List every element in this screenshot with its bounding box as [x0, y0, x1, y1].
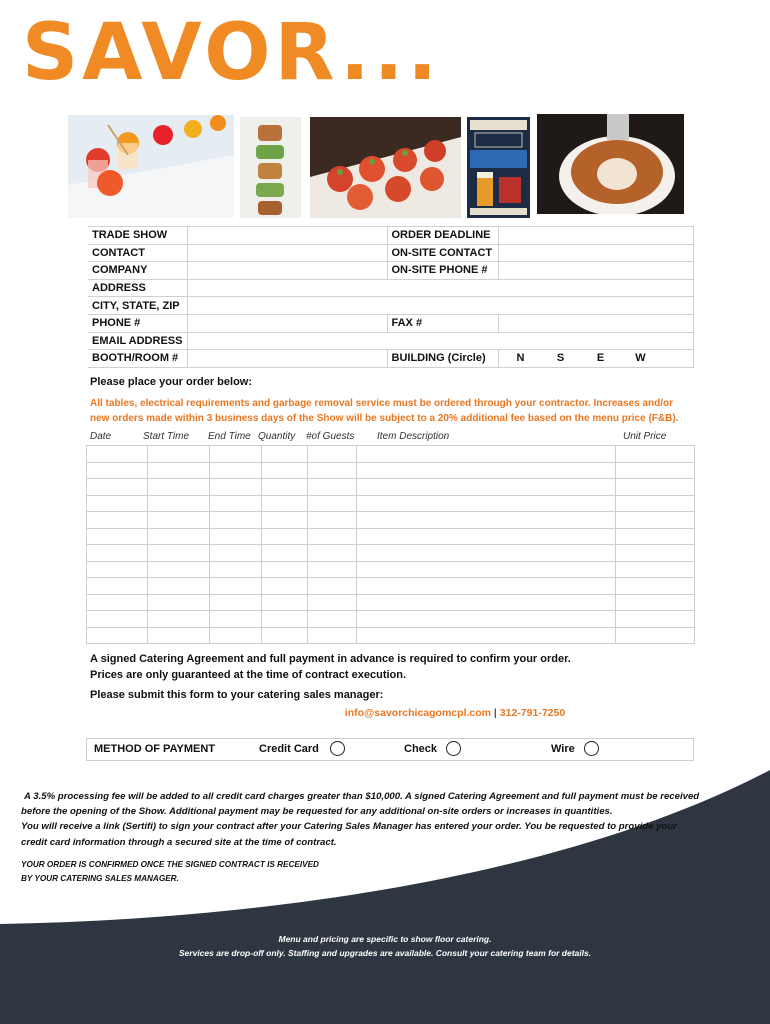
agreement-line-2: Prices are only guaranteed at the time of contract execution.: [90, 669, 407, 681]
city-state-zip-field[interactable]: [187, 297, 693, 315]
order-cell[interactable]: [87, 611, 148, 628]
order-cell[interactable]: [616, 462, 695, 479]
city-state-zip-label: CITY, STATE, ZIP: [88, 297, 187, 315]
building-direction-options: [498, 350, 693, 368]
fine-print-line-2: before the opening of the Show. Additional payment may be requested for any additional on-site orders or increases in quantities.: [21, 806, 613, 818]
order-cell[interactable]: [262, 495, 308, 512]
order-cell[interactable]: [148, 495, 210, 512]
order-cell[interactable]: [308, 479, 357, 496]
order-cell[interactable]: [616, 512, 695, 529]
order-cell[interactable]: [308, 446, 357, 463]
onsite-phone-label: ON-SITE PHONE #: [387, 262, 498, 280]
trade-show-label: TRADE SHOW: [88, 227, 187, 245]
contact-field[interactable]: [187, 244, 387, 262]
order-cell[interactable]: [262, 462, 308, 479]
order-cell[interactable]: [262, 578, 308, 595]
order-cell[interactable]: [210, 446, 262, 463]
order-cell[interactable]: [210, 479, 262, 496]
order-table: [86, 445, 695, 644]
order-cell[interactable]: [616, 479, 695, 496]
order-cell[interactable]: [616, 611, 695, 628]
order-cell[interactable]: [87, 479, 148, 496]
event-info-table: [88, 226, 694, 368]
table-row: [87, 479, 695, 496]
order-cell[interactable]: [87, 627, 148, 644]
order-cell[interactable]: [262, 611, 308, 628]
order-intro: Please place your order below:: [90, 376, 253, 388]
order-cell[interactable]: [262, 627, 308, 644]
order-cell[interactable]: [308, 561, 357, 578]
order-cell[interactable]: [148, 479, 210, 496]
order-cell[interactable]: [357, 495, 616, 512]
building-option-w[interactable]: W: [635, 352, 646, 365]
submit-instructions: Please submit this form to your catering sales manager:: [90, 689, 384, 701]
order-cell[interactable]: [148, 462, 210, 479]
table-row: [87, 594, 695, 611]
latte-art-photo: [537, 114, 684, 214]
order-cell[interactable]: [357, 512, 616, 529]
booth-field[interactable]: [187, 350, 387, 368]
order-cell[interactable]: [262, 446, 308, 463]
payment-method-label: METHOD OF PAYMENT: [94, 743, 216, 755]
order-cell[interactable]: [357, 545, 616, 562]
order-deadline-field[interactable]: [498, 227, 693, 245]
contact-line: [0, 707, 770, 719]
order-cell[interactable]: [210, 611, 262, 628]
order-cell[interactable]: [616, 446, 695, 463]
order-cell[interactable]: [148, 561, 210, 578]
order-cell[interactable]: [357, 561, 616, 578]
address-label: ADDRESS: [88, 279, 187, 297]
order-cell[interactable]: [148, 594, 210, 611]
contact-separator: |: [493, 707, 497, 719]
table-row: [87, 512, 695, 529]
table-row: [87, 561, 695, 578]
confirmation-line-1: YOUR ORDER IS CONFIRMED ONCE THE SIGNED CONTRACT IS RECEIVED: [21, 860, 319, 869]
order-cell[interactable]: [210, 594, 262, 611]
order-cell[interactable]: [262, 594, 308, 611]
fine-print-line-4: credit card information through a secured site at the time of contract.: [21, 836, 337, 848]
order-cell[interactable]: [308, 495, 357, 512]
order-cell[interactable]: [616, 594, 695, 611]
payment-method-box: [86, 738, 694, 761]
order-cell[interactable]: [210, 512, 262, 529]
fax-field[interactable]: [498, 314, 693, 332]
fine-print-line-1: A 3.5% processing fee will be added to all credit card charges greater than $10,000. A signed Catering Agreement and full payment must be received: [24, 791, 700, 802]
order-cell[interactable]: [87, 561, 148, 578]
order-cell[interactable]: [616, 528, 695, 545]
credit-card-radio[interactable]: [330, 741, 345, 756]
onsite-contact-label: ON-SITE CONTACT: [387, 244, 498, 262]
credit-card-label: Credit Card: [259, 743, 319, 755]
order-cell[interactable]: [87, 512, 148, 529]
phone-field[interactable]: [187, 314, 387, 332]
fine-print-line-3: You will receive a link (Sertifi) to sign your contract after your Catering Sales Manager has entered your order. You be requested to provide your: [21, 821, 677, 833]
order-cell[interactable]: [616, 495, 695, 512]
order-cell[interactable]: [148, 578, 210, 595]
order-cell[interactable]: [308, 578, 357, 595]
order-cell[interactable]: [262, 561, 308, 578]
order-cell[interactable]: [210, 561, 262, 578]
building-option-s[interactable]: S: [556, 352, 565, 365]
col-start-time: Start Time: [143, 431, 190, 442]
order-cell[interactable]: [87, 578, 148, 595]
fine-print: [21, 789, 741, 850]
building-option-n[interactable]: N: [516, 352, 525, 365]
order-cell[interactable]: [308, 512, 357, 529]
col-quantity: Quantity: [258, 431, 296, 442]
order-cell[interactable]: [262, 528, 308, 545]
skewer-appetizer-photo: [240, 117, 301, 220]
building-option-e[interactable]: E: [596, 352, 605, 365]
table-row: [87, 446, 695, 463]
email-field[interactable]: [187, 332, 693, 350]
order-cell[interactable]: [308, 594, 357, 611]
order-cell[interactable]: [357, 446, 616, 463]
order-cell[interactable]: [616, 561, 695, 578]
table-row: [87, 545, 695, 562]
agreement-text: [90, 651, 571, 683]
table-row: [87, 495, 695, 512]
order-confirmation-note: [21, 858, 319, 886]
order-cell[interactable]: [87, 545, 148, 562]
col-item-description: Item Description: [377, 431, 450, 442]
col-date: Date: [90, 431, 112, 442]
agreement-line-1: A signed Catering Agreement and full payment in advance is required to confirm your order.: [90, 653, 571, 665]
footer-line-2: Services are drop-off only. Staffing and upgrades are available. Consult your catering team for details.: [178, 947, 592, 958]
sorbet-cups-photo: [68, 115, 234, 218]
col-end-time: End Time: [208, 431, 251, 442]
company-label: COMPANY: [88, 262, 187, 280]
order-cell[interactable]: [210, 627, 262, 644]
order-cell[interactable]: [210, 545, 262, 562]
order-cell[interactable]: [357, 479, 616, 496]
table-row: [87, 462, 695, 479]
order-cell[interactable]: [262, 479, 308, 496]
fax-label: FAX #: [387, 314, 498, 332]
order-cell[interactable]: [148, 446, 210, 463]
building-label: BUILDING (Circle): [387, 350, 498, 368]
order-deadline-label: ORDER DEADLINE: [387, 227, 498, 245]
contact-phone[interactable]: 312-791-7250: [499, 707, 566, 719]
booth-label: BOOTH/ROOM #: [88, 350, 187, 368]
canape-tray-photo: [310, 117, 461, 220]
order-cell[interactable]: [148, 545, 210, 562]
beer-ad-photo: [467, 117, 530, 220]
order-cell[interactable]: [262, 512, 308, 529]
order-cell[interactable]: [616, 578, 695, 595]
trade-show-field[interactable]: [187, 227, 387, 245]
phone-label: PHONE #: [88, 314, 187, 332]
check-label: Check: [404, 743, 438, 755]
order-notice: All tables, electrical requirements and garbage removal service must be ordered through your contractor. Increases and/or new orders made within 3 business days of the Show will be subject to a 20% additional fee based on the menu price (F&B).: [90, 398, 679, 424]
order-cell[interactable]: [148, 512, 210, 529]
order-cell[interactable]: [87, 495, 148, 512]
confirmation-line-2: BY YOUR CATERING SALES MANAGER.: [21, 874, 179, 883]
footer-line-1: Menu and pricing are specific to show floor catering.: [278, 934, 492, 944]
wire-label: Wire: [551, 743, 575, 755]
contact-email-link[interactable]: info@savorchicagomcpl.com: [344, 707, 491, 719]
order-cell[interactable]: [148, 528, 210, 545]
order-cell[interactable]: [308, 462, 357, 479]
order-cell[interactable]: [210, 495, 262, 512]
order-cell[interactable]: [87, 446, 148, 463]
order-cell[interactable]: [357, 611, 616, 628]
col-unit-price: Unit Price: [623, 431, 667, 442]
order-cell[interactable]: [210, 528, 262, 545]
onsite-contact-field[interactable]: [498, 244, 693, 262]
order-cell[interactable]: [148, 611, 210, 628]
order-cell[interactable]: [87, 462, 148, 479]
email-label: EMAIL ADDRESS: [88, 332, 187, 350]
company-field[interactable]: [187, 262, 387, 280]
contact-label: CONTACT: [88, 244, 187, 262]
order-cell[interactable]: [210, 462, 262, 479]
wire-radio[interactable]: [584, 741, 599, 756]
order-cell[interactable]: [210, 578, 262, 595]
address-field[interactable]: [187, 279, 693, 297]
check-radio[interactable]: [446, 741, 461, 756]
table-row: [87, 528, 695, 545]
order-cell[interactable]: [262, 545, 308, 562]
order-cell[interactable]: [308, 545, 357, 562]
onsite-phone-field[interactable]: [498, 262, 693, 280]
order-cell[interactable]: [87, 528, 148, 545]
order-cell[interactable]: [616, 627, 695, 644]
order-cell[interactable]: [308, 528, 357, 545]
table-row: [87, 627, 695, 644]
order-cell[interactable]: [308, 611, 357, 628]
table-row: [87, 611, 695, 628]
footer-text: [0, 933, 770, 960]
order-cell[interactable]: [357, 462, 616, 479]
order-cell[interactable]: [616, 545, 695, 562]
order-cell[interactable]: [357, 627, 616, 644]
table-row: [87, 578, 695, 595]
order-cell[interactable]: [87, 594, 148, 611]
order-cell[interactable]: [357, 594, 616, 611]
savor-logo: SAVOR...: [22, 8, 441, 98]
order-cell[interactable]: [308, 627, 357, 644]
order-cell[interactable]: [357, 528, 616, 545]
col-guests: #of Guests: [306, 431, 355, 442]
order-cell[interactable]: [357, 578, 616, 595]
order-cell[interactable]: [148, 627, 210, 644]
